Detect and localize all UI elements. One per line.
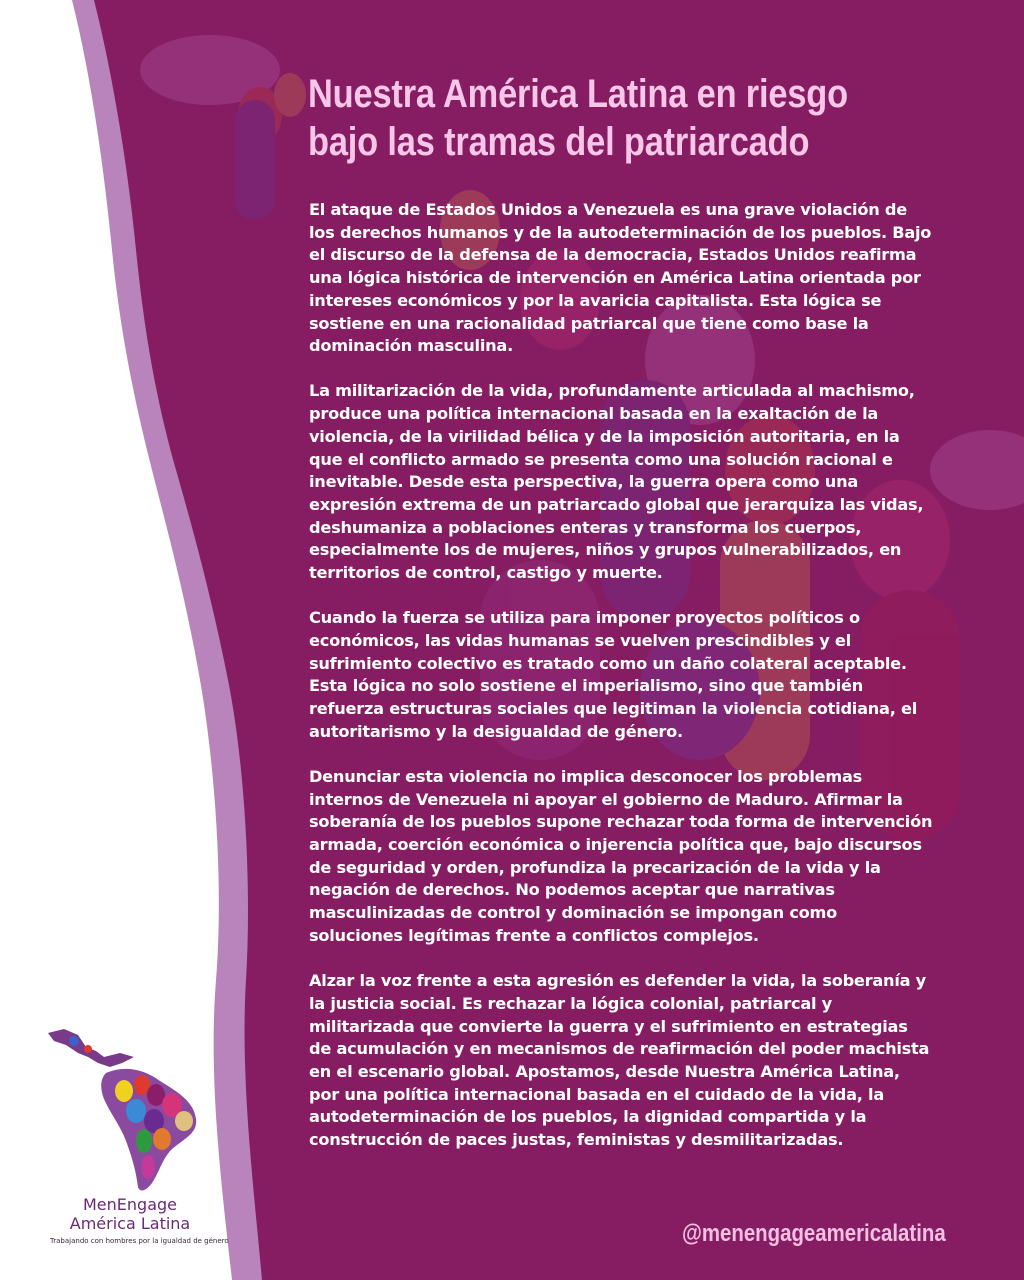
paragraph-3: Cuando la fuerza se utiliza para imponer proyectos políticos o económicos, las vidas humanas se vuelven prescindibles y el sufrimiento colectivo es tratado como un daño colateral aceptable. Esta lógica no solo sostiene el imperialismo, sino que también refuerza estructuras sociales que legitiman la violencia cotidiana, el autoritarismo y la desigualdad de género.	[309, 608, 918, 741]
logo-tagline: Trabajando con hombres por la igualdad de género	[50, 1237, 229, 1245]
article-body	[309, 199, 934, 1174]
logo-name-line-2: América Latina	[69, 1214, 191, 1233]
title-line-1: Nuestra América Latina en riesgo	[308, 72, 848, 116]
paragraph-2: La militarización de la vida, profundamente articulada al machismo, produce una política internacional basada en la exaltación de la violencia, de la virilidad bélica y de la imposición autoritaria, en la que el conflicto armado se presenta como una solución racional e inevitable. Desde esta perspectiva, la guerra opera como una expresión extrema de un patriarcado global que jerarquiza las vidas, deshumaniza a poblaciones enteras y transforma los cuerpos, especialmente los de mujeres, niños y grupos vulnerabilizados, en territorios de control, castigo y muerte.	[309, 381, 924, 583]
menengage-logo	[30, 1015, 270, 1250]
logo-wordmark	[30, 1195, 230, 1233]
title-line-2: bajo las tramas del patriarcado	[308, 120, 810, 164]
logo-name-line-1: MenEngage	[83, 1195, 177, 1214]
paragraph-4: Denunciar esta violencia no implica desconocer los problemas internos de Venezuela ni apoyar el gobierno de Maduro. Afirmar la soberanía de los pueblos supone rechazar toda forma de intervención armada, coerción económica o injerencia política que, bajo discursos de seguridad y orden, profundiza la precarización de la vida y la negación de derechos. No podemos aceptar que narrativas masculinizadas de control y dominación se impongan como soluciones legítimas frente a conflictos complejos.	[309, 766, 933, 945]
paragraph-1: El ataque de Estados Unidos a Venezuela es una grave violación de los derechos humanos y de la autodeterminación de los pueblos. Bajo el discurso de la defensa de la democracia, Estados Unidos reafirma una lógica histórica de intervención en América Latina orientada por intereses económicos y por la avaricia capitalista. Esta lógica se sostiene en una racionalidad patriarcal que tiene como base la dominación masculina.	[309, 200, 932, 356]
latin-america-map-icon	[44, 1021, 214, 1196]
page-title	[308, 70, 876, 166]
paragraph-5: Alzar la voz frente a esta agresión es defender la vida, la soberanía y la justicia social. Es rechazar la lógica colonial, patriarcal y militarizada que convierte la guerra y el sufrimiento en estrategias de acumulación y en mecanismos de reafirmación del poder machista en el escenario global. Apostamos, desde Nuestra América Latina, por una política internacional basada en el cuidado de la vida, la autodeterminación de los pueblos, la dignidad compartida y la construcción de paces justas, feministas y desmilitarizadas.	[309, 971, 930, 1150]
social-handle[interactable]: @menengageamericalatina	[682, 1220, 946, 1247]
